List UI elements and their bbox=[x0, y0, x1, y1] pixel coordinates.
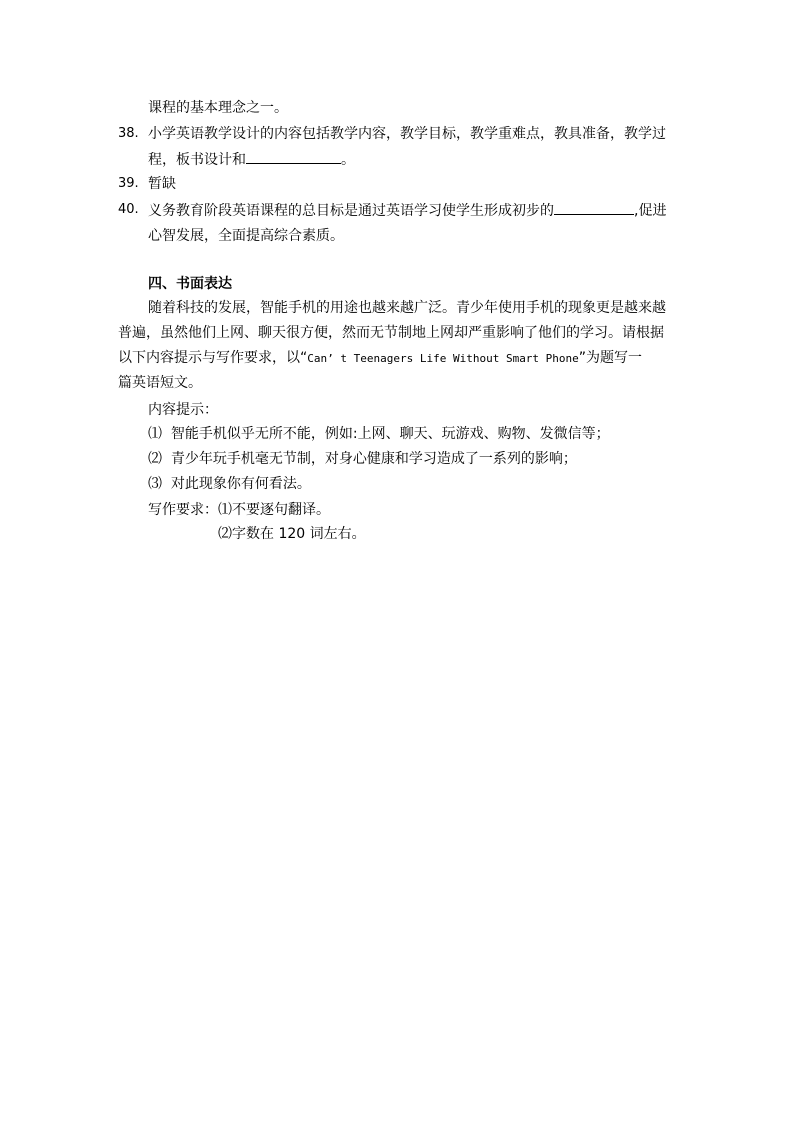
writing-paragraph-line3-suffix: ”为题写一 bbox=[578, 350, 643, 366]
hint-text: 青少年玩手机毫无节制，对身心健康和学习造成了一系列的影响； bbox=[170, 451, 577, 467]
hint-marker: ⑶ bbox=[148, 476, 162, 492]
writing-paragraph-line4: 篇英语短文。 bbox=[118, 375, 202, 391]
requirement-item: ⑵字数在 120 词左右。 bbox=[218, 526, 366, 542]
hints-label: 内容提示： bbox=[148, 402, 218, 418]
hint-item bbox=[148, 449, 577, 469]
continuation-line: 课程的基本理念之一。 bbox=[148, 100, 288, 116]
essay-title: Can’ t Teenagers Life Without Smart Phone bbox=[307, 352, 579, 365]
question-38-line2 bbox=[148, 149, 355, 169]
requirements-label: 写作要求： bbox=[148, 502, 218, 518]
question-40-line2: 心智发展，全面提高综合素质。 bbox=[148, 228, 344, 244]
hint-marker: ⑵ bbox=[148, 451, 162, 467]
requirements-line bbox=[148, 500, 330, 520]
question-39-text: 暂缺 bbox=[148, 176, 176, 192]
question-40-line1 bbox=[148, 200, 666, 220]
hint-marker: ⑴ bbox=[148, 426, 162, 442]
question-40-answer-blank[interactable] bbox=[554, 200, 634, 215]
question-38-answer-blank[interactable] bbox=[246, 149, 341, 164]
writing-paragraph-line3-prefix: 以下内容提示与写作要求，以“ bbox=[118, 350, 308, 366]
writing-paragraph-line3 bbox=[118, 348, 642, 368]
requirement-item: ⑴不要逐句翻译。 bbox=[218, 502, 330, 518]
question-38-line1: 小学英语教学设计的内容包括教学内容，教学目标，教学重难点，教具准备，教学过 bbox=[148, 126, 666, 142]
question-40-line1-prefix: 义务教育阶段英语课程的总目标是通过英语学习使学生形成初步的 bbox=[148, 203, 554, 219]
hint-text: 对此现象你有何看法。 bbox=[170, 476, 311, 492]
writing-paragraph-line2: 普遍，虽然他们上网、聊天很方便，然而无节制地上网却严重影响了他们的学习。请根据 bbox=[118, 325, 664, 341]
hint-text: 智能手机似乎无所不能，例如:上网、聊天、玩游戏、购物、发微信等； bbox=[170, 426, 610, 442]
writing-paragraph-line1: 随着科技的发展，智能手机的用途也越来越广泛。青少年使用手机的现象更是越来越 bbox=[148, 300, 666, 316]
question-38-line2-prefix: 程，板书设计和 bbox=[148, 152, 246, 168]
question-40-line1-suffix: ,促进 bbox=[634, 203, 667, 219]
question-38-line2-suffix: 。 bbox=[341, 152, 355, 168]
question-39-number: 39. bbox=[118, 176, 139, 191]
section-heading-writing: 四、书面表达 bbox=[148, 276, 232, 292]
question-38-number: 38. bbox=[118, 126, 139, 141]
question-40-number: 40. bbox=[118, 202, 139, 217]
hint-item bbox=[148, 424, 610, 444]
hint-item bbox=[148, 474, 311, 494]
